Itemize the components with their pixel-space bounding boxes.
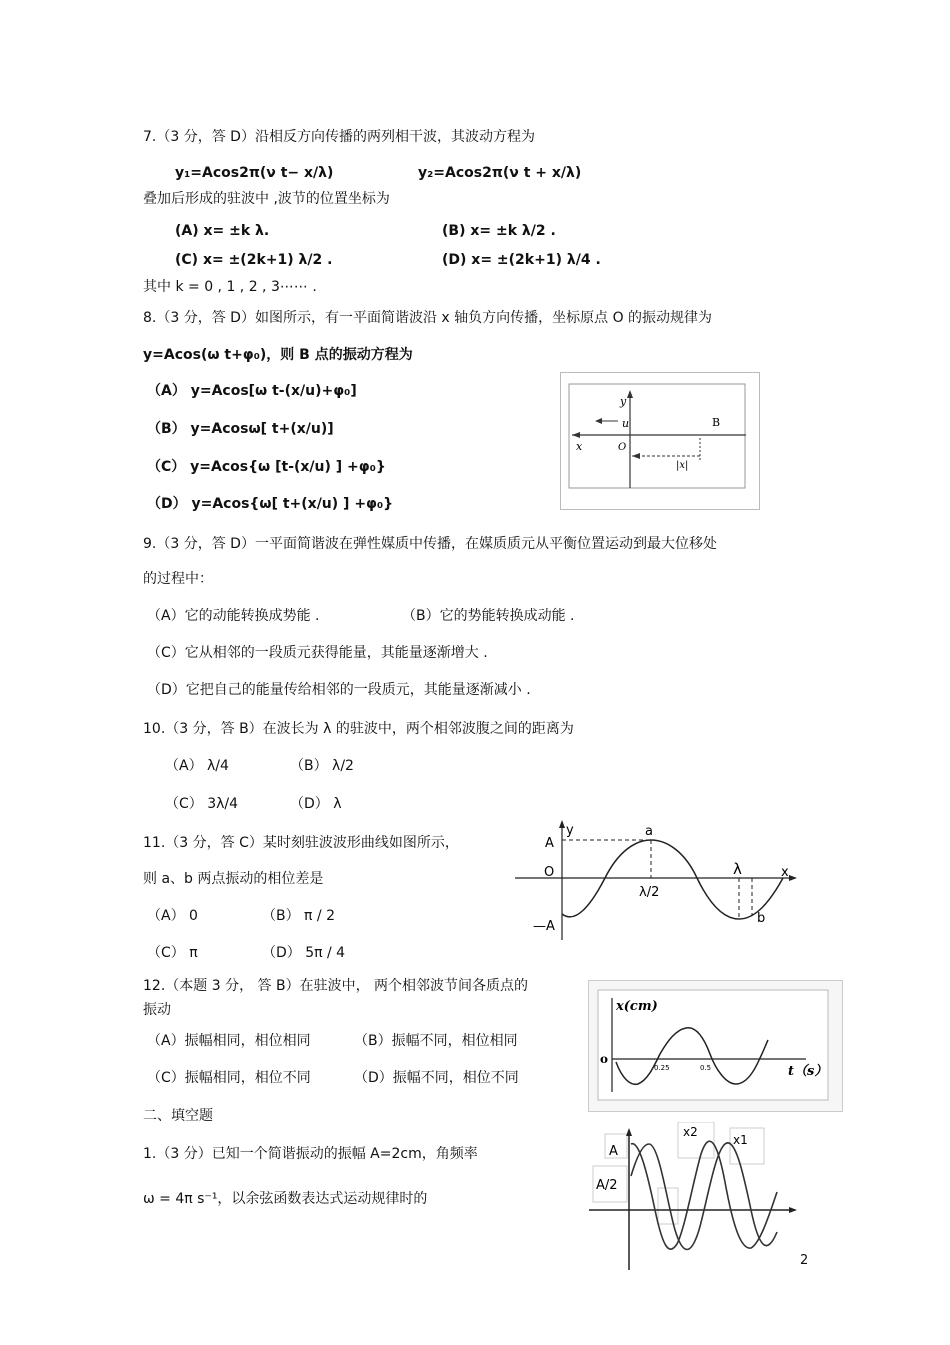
q11-fig-negative-amplitude-label: —A	[533, 919, 555, 934]
q12-fig-origin-label: o	[600, 1052, 609, 1066]
q11-fig-half-wavelength-label: λ/2	[639, 885, 660, 900]
q11-option-c: （C） π	[147, 945, 198, 961]
q9-option-d: （D）它把自己的能量传给相邻的一段质元，其能量逐渐减小 .	[147, 682, 531, 698]
q11-standing-wave-figure	[515, 812, 800, 947]
q7-head: 7.（3 分，答 D）沿相反方向传播的两列相干波，其波动方程为	[143, 129, 535, 145]
q8-fig-x-label: x	[576, 440, 583, 453]
q11-head: 11.（3 分，答 C）某时刻驻波波形曲线如图所示，	[143, 835, 459, 851]
q11-option-a: （A） 0	[147, 908, 198, 924]
q11-fig-origin-label: O	[544, 865, 555, 880]
q9-option-a: （A）它的动能转换成势能 .	[147, 608, 320, 624]
q12-fig-tick-1: 0.25	[654, 1064, 670, 1072]
q10-option-b: （B） λ/2	[290, 758, 354, 774]
q12-option-d: （D）振幅不同，相位不同	[354, 1070, 519, 1086]
q7-stem: 叠加后形成的驻波中 ,波节的位置坐标为	[143, 191, 390, 207]
q12-fig-tick-2: 0.5	[700, 1064, 712, 1072]
q11-fig-point-a-label: a	[645, 824, 653, 839]
page-number: 2	[800, 1253, 809, 1268]
q11-option-d: （D） 5π / 4	[262, 945, 346, 961]
f1-head: 1.（3 分）已知一个简谐振动的振幅 A=2cm，角频率	[143, 1146, 478, 1162]
q12-fig-y-label: x(cm)	[616, 999, 658, 1014]
q10-head: 10.（3 分，答 B）在波长为 λ 的驻波中，两个相邻波腹之间的距离为	[143, 721, 574, 737]
q10-option-a: （A） λ/4	[165, 758, 229, 774]
f1-two-oscillations-figure	[585, 1122, 800, 1272]
q8-fig-y-label: y	[620, 395, 627, 408]
q9-line2: 的过程中：	[143, 571, 213, 587]
q7-eq1: y₁=Acos2π(ν t− x/λ)	[175, 165, 334, 181]
section-2-title: 二、填空题	[143, 1108, 213, 1124]
q7-option-d: (D) x= ±(2k+1) λ/4 .	[442, 252, 601, 268]
q12-option-a: （A）振幅相同，相位相同	[147, 1033, 311, 1049]
q12-head: 12.（本题 3 分， 答 B）在驻波中， 两个相邻波节间各质点的	[143, 978, 529, 994]
q11-fig-y-label: y	[566, 823, 574, 838]
q12-fig-x-label: t（s）	[788, 1064, 828, 1079]
f1-fig-amplitude-label: A	[609, 1144, 618, 1159]
q8-option-b: （B） y=Acosω[ t+(x/u)]	[147, 421, 334, 437]
q11-line2: 则 a、b 两点振动的相位差是	[143, 871, 324, 887]
q8-fig-b-label: B	[712, 416, 721, 429]
q12-oscillation-figure	[588, 980, 843, 1112]
f1-fig-x1-label: x1	[733, 1133, 748, 1147]
q11-fig-wavelength-label: λ	[733, 860, 742, 878]
q7-option-b: (B) x= ±k λ/2 .	[442, 223, 556, 239]
q7-eq2: y₂=Acos2π(ν t + x/λ)	[418, 165, 582, 181]
q8-fig-origin-label: O	[618, 442, 627, 453]
f1-fig-x2-label: x2	[683, 1125, 698, 1139]
f1-fig-half-amplitude-label: A/2	[596, 1178, 618, 1193]
q9-option-b: （B）它的势能转换成动能 .	[402, 608, 575, 624]
q8-option-a: （A） y=Acos[ω t-(x/u)+φ₀]	[147, 383, 357, 399]
q9-option-c: （C）它从相邻的一段质元获得能量，其能量逐渐增大 .	[147, 645, 488, 661]
q10-option-c: （C） 3λ/4	[165, 796, 239, 812]
q12-option-c: （C）振幅相同，相位不同	[147, 1070, 311, 1086]
q8-fig-u-label: u	[622, 417, 630, 430]
q7-option-c: (C) x= ±(2k+1) λ/2 .	[175, 252, 333, 268]
f1-line2: ω = 4π s⁻¹，以余弦函数表达式运动规律时的	[143, 1191, 428, 1207]
q11-fig-point-b-label: b	[757, 911, 766, 926]
q8-line2: y=Acos(ω t+φ₀)，则 B 点的振动方程为	[143, 347, 413, 363]
q8-fig-distance-label: |x|	[676, 460, 689, 471]
q8-option-c: （C） y=Acos{ω [t-(x/u) ] +φ₀}	[147, 459, 386, 475]
q7-note: 其中 k = 0 , 1 , 2 , 3⋯⋯ .	[143, 279, 317, 295]
q12-line2: 振动	[143, 1002, 171, 1018]
q10-option-d: （D） λ	[290, 796, 342, 812]
q11-option-b: （B） π / 2	[262, 908, 336, 924]
q11-fig-x-label: x	[781, 865, 789, 880]
q8-option-d: （D） y=Acos{ω[ t+(x/u) ] +φ₀}	[147, 496, 394, 512]
q8-head: 8.（3 分，答 D）如图所示，有一平面简谐波沿 x 轴负方向传播，坐标原点 O 的振动规律为	[143, 310, 713, 326]
q9-head: 9.（3 分，答 D）一平面简谐波在弹性媒质中传播，在媒质质元从平衡位置运动到最大位移处	[143, 536, 717, 552]
q8-wave-figure	[560, 372, 760, 510]
q7-option-a: (A) x= ±k λ.	[175, 223, 270, 239]
q12-option-b: （B）振幅不同，相位相同	[354, 1033, 518, 1049]
q11-fig-amplitude-label: A	[545, 836, 554, 851]
